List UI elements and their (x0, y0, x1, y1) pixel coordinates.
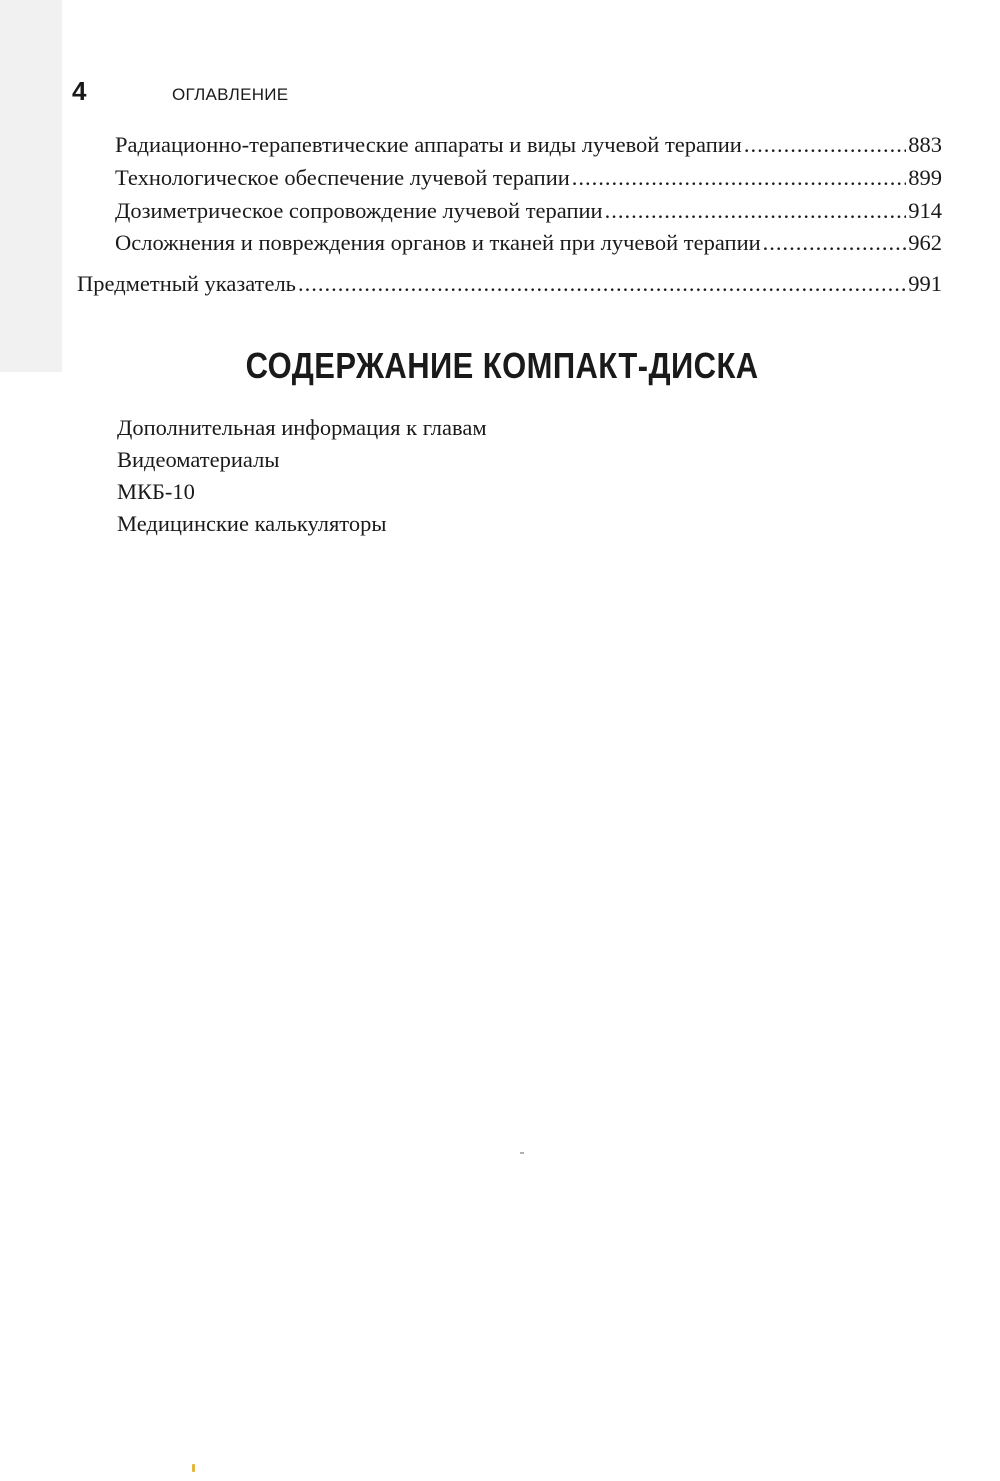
toc-entry-page: 991 (908, 271, 942, 296)
toc-entry[interactable] (115, 132, 942, 158)
cd-contents-item[interactable]: МКБ-10 (117, 479, 195, 504)
cd-contents-item[interactable]: Медицинские калькуляторы (117, 511, 387, 536)
toc-entry-page: 914 (908, 198, 942, 223)
toc-entry-title: Технологическое обеспечение лучевой терапии (115, 165, 570, 190)
toc-entry-page: 962 (908, 230, 942, 255)
cd-contents-list (117, 412, 487, 540)
running-title: ОГЛАВЛЕНИЕ (172, 85, 289, 104)
scan-edge-shade (0, 0, 62, 372)
toc-dot-leader (744, 132, 906, 158)
scan-speck (520, 1152, 524, 1154)
page-number: 4 (72, 76, 87, 106)
toc-entry[interactable] (115, 230, 942, 256)
toc-entry-page: 899 (908, 165, 942, 190)
toc-dot-leader (605, 198, 907, 224)
toc-entry-page: 883 (908, 132, 942, 157)
toc-entry-index[interactable] (77, 271, 942, 297)
toc-entry-title: Осложнения и повреждения органов и тканей при лучевой терапии (115, 230, 761, 255)
toc-entry-title: Дозиметрическое сопровождение лучевой терапии (115, 198, 603, 223)
cd-contents-item[interactable]: Видеоматериалы (117, 447, 280, 472)
running-head (72, 76, 288, 112)
cd-contents-heading: СОДЕРЖАНИЕ КОМПАКТ-ДИСКА (245, 345, 759, 386)
cd-contents-item[interactable]: Дополнительная информация к главам (117, 415, 487, 440)
toc-dot-leader (572, 165, 906, 191)
toc-dot-leader (298, 271, 906, 297)
toc-entry-title: Радиационно-терапевтические аппараты и виды лучевой терапии (115, 132, 742, 157)
toc-dot-leader (763, 230, 907, 256)
toc-entry-title: Предметный указатель (77, 271, 296, 296)
toc-entry[interactable] (115, 198, 942, 224)
scan-speck (192, 1464, 195, 1472)
toc-entry[interactable] (115, 165, 942, 191)
